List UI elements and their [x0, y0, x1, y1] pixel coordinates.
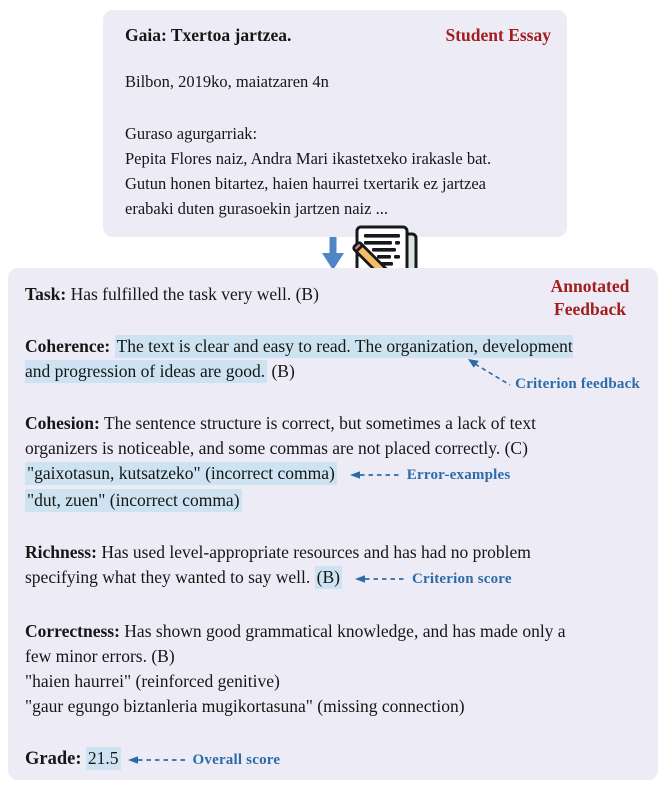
overall-score-highlight: 21.5: [87, 748, 119, 768]
task-label: Task:: [25, 284, 67, 304]
dashed-arrow-icon: [354, 574, 406, 584]
coherence-section: [25, 334, 642, 392]
richness-label: Richness:: [25, 542, 97, 562]
down-arrow-icon: [322, 237, 344, 271]
grade-section: [25, 746, 642, 773]
essay-body-line: Gutun honen bitartez, haien haurrei txertarik ez jartzea: [125, 174, 486, 193]
essay-title: Gaia: Txertoa jartzea.: [125, 25, 292, 45]
criterion-feedback-label: Criterion feedback: [515, 376, 640, 392]
error-examples-label: Error-examples: [406, 467, 511, 483]
essay-body-line: Pepita Flores naiz, Andra Mari ikastetxeko irakasle bat.: [125, 149, 492, 168]
cohesion-text-line: The sentence structure is correct, but sometimes a lack of text: [103, 413, 536, 433]
coherence-feedback-line: The text is clear and easy to read. The organization, development: [116, 336, 573, 356]
criterion-score-annotation: [354, 567, 512, 587]
annotated-feedback-tag-line: Annotated: [550, 276, 630, 296]
criterion-score-label: Criterion score: [411, 571, 512, 587]
essay-body-line: erabaki duten gurasoekin jartzen naiz ...: [125, 199, 388, 218]
correctness-label: Correctness:: [25, 621, 120, 641]
dashed-arrow-icon: [127, 755, 187, 765]
correctness-section: [25, 619, 642, 719]
dashed-arrow-icon: [464, 358, 514, 388]
cohesion-label: Cohesion:: [25, 413, 100, 433]
coherence-label: Coherence:: [25, 336, 111, 356]
essay-body-line: Guraso agurgarriak:: [125, 124, 258, 143]
error-examples-annotation: [349, 463, 511, 483]
overall-score-label: Overall score: [192, 752, 281, 768]
essay-date-line: Bilbon, 2019ko, maiatzaren 4n: [125, 72, 329, 91]
coherence-score: (B): [271, 361, 295, 381]
task-text: Has fulfilled the task very well. (B): [70, 284, 319, 304]
annotated-feedback-panel: [8, 268, 658, 780]
richness-section: [25, 540, 642, 592]
coherence-feedback-line: and progression of ideas are good.: [25, 361, 266, 381]
student-essay-tag: Student Essay: [445, 25, 551, 45]
annotated-feedback-tag-line: Feedback: [554, 299, 626, 319]
cohesion-text-line: organizers is noticeable, and some commas are not placed correctly. (C): [25, 438, 528, 458]
essay-title-row: [125, 23, 551, 48]
cohesion-section: [25, 411, 642, 513]
criterion-feedback-annotation: [464, 372, 640, 397]
task-section: [25, 282, 642, 307]
essay-body: [125, 121, 551, 221]
student-essay-panel: [103, 10, 567, 237]
dashed-arrow-icon: [349, 470, 401, 480]
overall-score-annotation: [127, 748, 281, 768]
criterion-score-highlight: (B): [316, 567, 340, 587]
richness-text-line: Has used level-appropriate resources and has had no problem: [101, 542, 531, 562]
richness-text-line: specifying what they wanted to say well.: [25, 567, 311, 587]
error-example-highlight: "dut, zuen" (incorrect comma): [27, 490, 240, 510]
correctness-example: "haien haurrei" (reinforced genitive): [25, 671, 280, 691]
correctness-example: "gaur egungo biztanleria mugikortasuna" (missing connection): [25, 696, 465, 716]
correctness-text-line: few minor errors. (B): [25, 646, 175, 666]
error-example-highlight: "gaixotasun, kutsatzeko" (incorrect comma): [27, 463, 335, 483]
correctness-text-line: Has shown good grammatical knowledge, and has made only a: [124, 621, 566, 641]
grade-label: Grade:: [25, 749, 82, 769]
